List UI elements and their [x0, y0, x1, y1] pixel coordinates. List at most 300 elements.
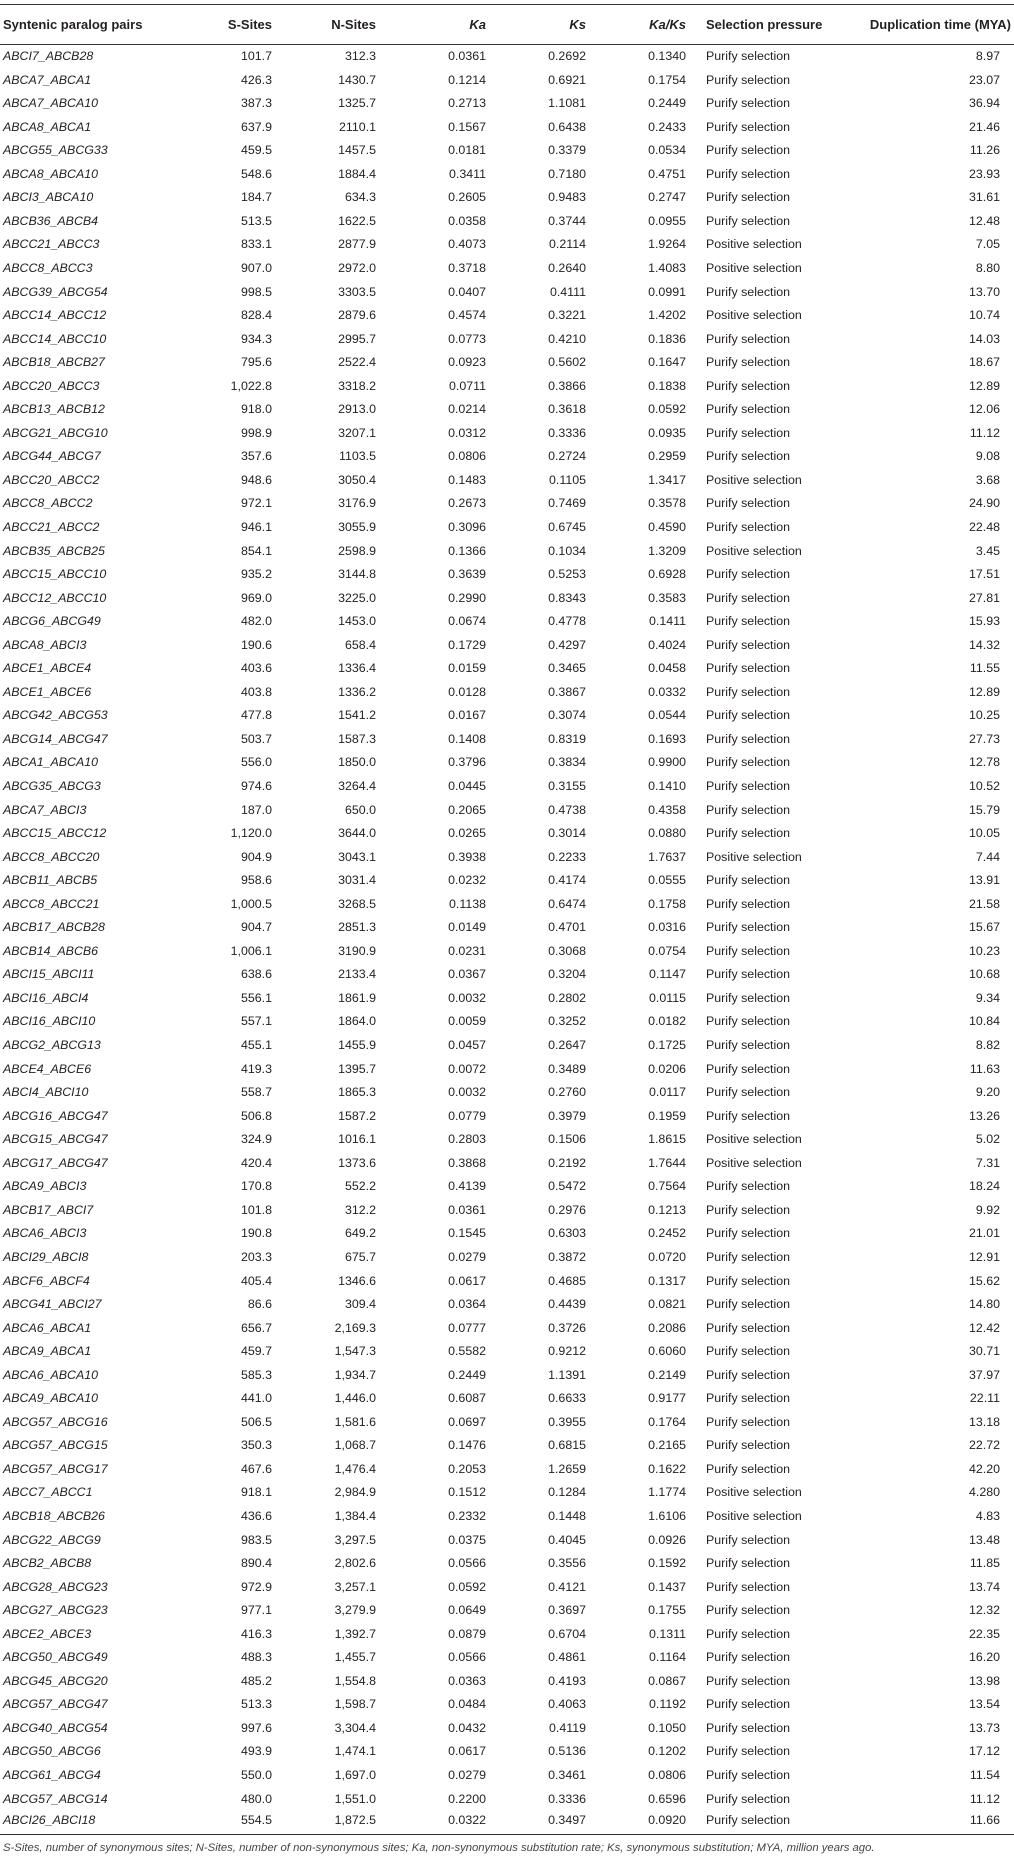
table-cell: 0.3489 [548, 1061, 586, 1076]
table-row [0, 398, 1014, 422]
table-cell: Purify selection [706, 1461, 791, 1476]
table-cell: 513.3 [240, 1697, 272, 1712]
table-cell: 0.3618 [548, 402, 586, 417]
table-cell: Purify selection [706, 496, 791, 511]
table-cell: 0.5253 [548, 567, 586, 582]
paralog-pair-cell: ABCB18_ABCB27 [3, 355, 105, 370]
table-cell: 998.5 [240, 284, 272, 299]
table-cell: 0.2165 [648, 1438, 686, 1453]
table-cell: 983.5 [240, 1532, 272, 1547]
header-cell: Ka/Ks [592, 5, 692, 45]
table-cell: 4.280 [968, 1485, 1000, 1500]
paralog-pair-cell: ABCG35_ABCG3 [3, 779, 101, 794]
table-cell: 0.0367 [448, 967, 486, 982]
table-cell: 0.7564 [648, 1179, 686, 1194]
paralog-pair-cell: ABCB17_ABCI7 [3, 1202, 94, 1217]
table-cell: Purify selection [706, 708, 791, 723]
table-cell: 0.3796 [448, 755, 486, 770]
table-cell: 2133.4 [338, 967, 376, 982]
table-cell: 637.9 [240, 119, 272, 134]
table-cell: 0.0920 [592, 1811, 692, 1835]
paralog-pair-cell: ABCA7_ABCA10 [3, 96, 99, 111]
table-cell: Purify selection [706, 1532, 791, 1547]
table-cell: 0.3867 [548, 684, 586, 699]
table-cell: 1.7644 [648, 1155, 686, 1170]
table-cell: 0.3252 [548, 1014, 586, 1029]
table-row [0, 1740, 1014, 1764]
table-cell: Purify selection [706, 331, 791, 346]
table-cell: 1,474.1 [334, 1744, 376, 1759]
table-cell: 0.2803 [448, 1132, 486, 1147]
table-cell: 22.35 [968, 1626, 1000, 1641]
table-cell: 187.0 [240, 802, 272, 817]
table-cell: 416.3 [240, 1626, 272, 1641]
table-cell: 1453.0 [338, 614, 376, 629]
table-cell: 2879.6 [338, 308, 376, 323]
table-cell: 0.3096 [448, 520, 486, 534]
table-cell: 0.0361 [448, 1202, 486, 1217]
table-cell: 0.1512 [448, 1485, 486, 1500]
table-row [0, 1669, 1014, 1693]
paralog-pair-cell: ABCC21_ABCC2 [3, 520, 100, 534]
paralog-pair-cell: ABCA9_ABCA10 [3, 1391, 99, 1406]
table-cell: Purify selection [706, 1320, 791, 1335]
table-row [0, 1387, 1014, 1411]
table-cell: 0.2449 [648, 96, 686, 111]
table-cell: 0.2760 [548, 1085, 586, 1100]
table-cell: 1865.3 [338, 1085, 376, 1100]
table-cell: 10.25 [968, 708, 1000, 723]
table-cell: Purify selection [706, 425, 791, 440]
table-cell: 0.0617 [448, 1744, 486, 1759]
table-cell: 1,000.5 [230, 896, 272, 911]
table-row [0, 68, 1014, 92]
paralog-pair-cell: ABCI4_ABCI10 [3, 1085, 89, 1100]
table-cell: 1,872.5 [278, 1811, 382, 1835]
table-cell: 10.84 [968, 1014, 1000, 1029]
header-cell: S-Sites [190, 5, 278, 45]
table-cell: 3268.5 [338, 896, 376, 911]
table-cell: 0.0032 [448, 990, 486, 1005]
paralog-pair-cell: ABCB13_ABCB12 [3, 402, 105, 417]
table-cell: 0.3872 [548, 1249, 586, 1264]
table-cell: 0.4139 [448, 1179, 486, 1194]
table-cell: 0.3379 [548, 143, 586, 158]
table-cell: 488.3 [240, 1650, 272, 1665]
table-cell: 3303.5 [338, 284, 376, 299]
table-cell: Purify selection [706, 1767, 791, 1782]
table-cell: 904.7 [240, 920, 272, 935]
table-cell: 3,304.4 [334, 1720, 376, 1735]
table-cell: 0.0458 [648, 661, 686, 676]
table-cell: 0.3411 [449, 166, 486, 181]
table-cell: 0.9483 [548, 190, 586, 205]
table-row [0, 1434, 1014, 1458]
table-row [0, 798, 1014, 822]
table-row [0, 351, 1014, 375]
table-cell: 0.6060 [648, 1344, 686, 1359]
table-cell: 1.1081 [548, 96, 586, 111]
table-cell: 0.1437 [648, 1579, 686, 1594]
table-cell: 0.1138 [449, 896, 486, 911]
table-cell: 0.7180 [548, 166, 586, 181]
table-cell: 324.9 [240, 1132, 272, 1147]
table-cell: 1103.5 [339, 449, 376, 464]
table-cell: 0.3497 [492, 1811, 592, 1835]
table-cell: 0.1340 [648, 49, 686, 64]
table-cell: 0.0322 [382, 1811, 492, 1835]
paralog-pair-cell: ABCA6_ABCA10 [3, 1367, 99, 1382]
table-cell: 0.0779 [448, 1108, 486, 1123]
table-cell: 1016.1 [338, 1132, 376, 1147]
table-cell: 0.1567 [448, 119, 486, 134]
table-cell: 0.0182 [648, 1014, 686, 1029]
table-cell: 1864.0 [338, 1014, 376, 1029]
table-cell: 1.1391 [548, 1367, 586, 1382]
table-cell: 10.23 [968, 943, 1000, 958]
table-cell: 459.5 [240, 143, 272, 158]
paralog-pair-cell: ABCB2_ABCB8 [3, 1556, 92, 1571]
table-cell: 0.9212 [548, 1344, 586, 1359]
paralog-pair-cell: ABCB36_ABCB4 [3, 213, 99, 228]
table-cell: 0.0214 [448, 402, 486, 417]
table-cell: Purify selection [706, 1720, 791, 1735]
table-row [0, 1222, 1014, 1246]
table-cell: 8.97 [975, 49, 1000, 64]
table-cell: 12.48 [968, 213, 1000, 228]
table-cell: 0.2332 [448, 1508, 486, 1523]
paralog-pair-cell: ABCC20_ABCC2 [3, 472, 100, 487]
table-cell: 0.3979 [548, 1108, 586, 1123]
table-cell: 22.48 [968, 520, 1000, 534]
table-cell: 467.6 [240, 1461, 272, 1476]
table-cell: 15.93 [968, 614, 1000, 629]
table-cell: 2,169.3 [334, 1320, 376, 1335]
table-cell: 0.0592 [448, 1579, 486, 1594]
table-cell: Purify selection [706, 1038, 791, 1053]
table-cell: 0.1105 [549, 472, 586, 487]
paralog-pair-cell: ABCB18_ABCB26 [3, 1508, 105, 1523]
table-cell: 0.0867 [648, 1673, 686, 1688]
paralog-pair-cell: ABCC8_ABCC3 [3, 260, 93, 275]
table-cell: 0.4045 [548, 1532, 586, 1547]
table-cell: 972.1 [240, 496, 272, 511]
paralog-pair-cell: ABCB14_ABCB6 [3, 943, 99, 958]
paralog-pair-cell: ABCA8_ABCI3 [3, 637, 87, 652]
table-cell: 0.2692 [548, 49, 586, 64]
table-cell: 1,006.1 [230, 943, 272, 958]
table-cell: 12.32 [968, 1603, 1000, 1618]
paralog-table [0, 4, 1014, 1835]
table-cell: 554.5 [190, 1811, 278, 1835]
table-cell: 1.9264 [648, 237, 686, 252]
table-cell: Purify selection [706, 1179, 791, 1194]
paralog-pair-cell: ABCA7_ABCA1 [3, 72, 92, 87]
table-cell: 0.6303 [548, 1226, 586, 1241]
table-cell: 904.9 [240, 849, 272, 864]
table-cell: 795.6 [240, 355, 272, 370]
table-row [0, 1245, 1014, 1269]
table-cell: Purify selection [706, 779, 791, 794]
table-cell: 0.1408 [448, 731, 486, 746]
table-cell: 0.1483 [448, 472, 486, 487]
table-cell: 1850.0 [338, 755, 376, 770]
table-cell: 0.6474 [548, 896, 586, 911]
table-row [0, 1599, 1014, 1623]
table-row [0, 115, 1014, 139]
table-row [0, 304, 1014, 328]
table-cell: Purify selection [706, 802, 791, 817]
table-cell: 0.2747 [648, 190, 686, 205]
table-cell: Purify selection [706, 1014, 791, 1029]
table-cell: Purify selection [706, 590, 791, 605]
paralog-pair-cell: ABCA7_ABCI3 [3, 802, 87, 817]
table-cell: 0.0167 [448, 708, 486, 723]
table-row [0, 1033, 1014, 1057]
table-cell: 0.4439 [548, 1297, 586, 1312]
table-cell: 0.3556 [548, 1556, 586, 1571]
table-cell: 14.80 [968, 1297, 1000, 1312]
table-cell: 0.1202 [648, 1744, 686, 1759]
paralog-pair-cell: ABCC14_ABCC10 [3, 331, 107, 346]
table-cell: 0.0312 [448, 425, 486, 440]
paralog-pair-cell: ABCC8_ABCC2 [3, 496, 93, 511]
table-cell: 0.3583 [648, 590, 686, 605]
table-cell: 459.7 [240, 1344, 272, 1359]
paralog-pair-cell: ABCG41_ABCI27 [3, 1297, 102, 1312]
table-cell: 0.5472 [548, 1179, 586, 1194]
table-row [0, 1175, 1014, 1199]
table-cell: 11.85 [969, 1556, 1000, 1571]
table-cell: 0.6928 [648, 567, 686, 582]
table-cell: 890.4 [240, 1556, 272, 1571]
table-cell: 485.2 [240, 1673, 272, 1688]
table-cell: 482.0 [240, 614, 272, 629]
table-cell: 3,297.5 [334, 1532, 376, 1547]
table-cell: 0.1959 [648, 1108, 686, 1123]
paralog-pair-cell: ABCG39_ABCG54 [3, 284, 108, 299]
table-cell: 0.4861 [548, 1650, 586, 1665]
table-cell: 1861.9 [338, 990, 376, 1005]
table-row [0, 1340, 1014, 1364]
table-cell: 0.0432 [448, 1720, 486, 1735]
table-row [0, 280, 1014, 304]
table-cell: 0.3155 [548, 779, 586, 794]
table-cell: 0.3204 [548, 967, 586, 982]
table-row [0, 209, 1014, 233]
table-cell: Purify selection [706, 637, 791, 652]
table-row [0, 1292, 1014, 1316]
table-cell: 0.1366 [448, 543, 486, 558]
table-cell: 656.7 [240, 1320, 272, 1335]
paralog-pair-cell: ABCG28_ABCG23 [3, 1579, 108, 1594]
table-cell: 0.2233 [548, 849, 586, 864]
table-cell: 0.1411 [649, 614, 686, 629]
table-cell: Purify selection [706, 1249, 791, 1264]
table-cell: 0.0265 [448, 826, 486, 841]
paralog-pair-cell: ABCC12_ABCC10 [3, 590, 107, 605]
table-row [0, 139, 1014, 163]
paralog-pair-cell: ABCC14_ABCC12 [3, 308, 107, 323]
table-cell: 426.3 [240, 72, 272, 87]
table-cell: Purify selection [706, 967, 791, 982]
paralog-pair-cell: ABCG50_ABCG6 [3, 1744, 101, 1759]
table-cell: 0.0332 [648, 684, 686, 699]
table-cell: 0.3221 [548, 308, 586, 323]
table-row [0, 1363, 1014, 1387]
table-cell: 2877.9 [338, 237, 376, 252]
table-cell: 0.0032 [448, 1085, 486, 1100]
table-cell: 13.18 [968, 1414, 1000, 1429]
table-cell: 0.0358 [448, 213, 486, 228]
table-cell: 12.78 [968, 755, 1000, 770]
table-cell: 0.0592 [648, 402, 686, 417]
table-cell: 0.1755 [648, 1603, 686, 1618]
table-cell: 638.6 [240, 967, 272, 982]
table-cell: 2,802.6 [334, 1556, 376, 1571]
table-row [0, 1010, 1014, 1034]
table-cell: 2995.7 [338, 331, 376, 346]
table-cell: 0.2192 [548, 1155, 586, 1170]
paralog-pair-cell: ABCC20_ABCC3 [3, 378, 100, 393]
table-cell: 0.0649 [448, 1603, 486, 1618]
table-cell: 16.20 [968, 1650, 1000, 1665]
table-cell: 506.5 [240, 1414, 272, 1429]
paralog-pair-cell: ABCG57_ABCG47 [3, 1697, 108, 1712]
table-cell: 0.0955 [648, 213, 686, 228]
paralog-pair-cell: ABCG45_ABCG20 [3, 1673, 108, 1688]
table-row [0, 374, 1014, 398]
table-row [0, 822, 1014, 846]
table-cell: 506.8 [240, 1108, 272, 1123]
paralog-pair-cell: ABCG61_ABCG4 [3, 1767, 101, 1782]
paralog-pair-cell: ABCA8_ABCA1 [3, 119, 92, 134]
table-cell: 11.54 [969, 1767, 1000, 1782]
table-cell: Positive selection [706, 308, 802, 323]
table-cell: 1,384.4 [334, 1508, 376, 1523]
table-cell: 0.0457 [448, 1038, 486, 1053]
paralog-pair-cell: ABCI3_ABCA10 [3, 190, 94, 205]
table-cell: 828.4 [240, 308, 272, 323]
table-cell: Purify selection [706, 1297, 791, 1312]
table-cell: 86.6 [247, 1297, 272, 1312]
table-cell: 3190.9 [338, 943, 376, 958]
table-cell: Purify selection [706, 1108, 791, 1123]
table-cell: Purify selection [706, 119, 791, 134]
table-cell: 0.0206 [648, 1061, 686, 1076]
table-cell: 0.0375 [448, 1532, 486, 1547]
table-cell: 0.9177 [648, 1391, 686, 1406]
table-cell: 0.1647 [648, 355, 686, 370]
table-cell: 10.68 [968, 967, 1000, 982]
paralog-pair-cell: ABCG22_ABCG9 [3, 1532, 101, 1547]
table-cell: Purify selection [706, 1556, 791, 1571]
table-cell: 12.89 [968, 684, 1000, 699]
table-cell: Positive selection [706, 1132, 802, 1147]
paralog-pair-cell: ABCB11_ABCB5 [3, 873, 98, 888]
table-cell: 854.1 [240, 543, 272, 558]
table-cell: 0.4358 [648, 802, 686, 817]
table-row [0, 421, 1014, 445]
table-cell: 3225.0 [338, 590, 376, 605]
paralog-pair-cell: ABCI7_ABCB28 [3, 49, 94, 64]
table-cell: 18.24 [968, 1179, 1000, 1194]
table-cell: 0.9900 [648, 755, 686, 770]
paralog-pair-cell: ABCG42_ABCG53 [3, 708, 108, 723]
table-cell: 3.45 [975, 543, 1000, 558]
table-cell: 3176.9 [338, 496, 376, 511]
table-cell: 0.5136 [548, 1744, 586, 1759]
table-cell: 0.2713 [448, 96, 486, 111]
table-cell: 0.2200 [448, 1791, 486, 1806]
table-cell: 2598.9 [338, 543, 376, 558]
table-cell: 1.8615 [648, 1132, 686, 1147]
paralog-pair-cell: ABCC15_ABCC10 [3, 567, 107, 582]
table-cell: 31.61 [968, 190, 1000, 205]
table-cell: 1,120.0 [230, 826, 272, 841]
table-cell: 2972.0 [338, 260, 376, 275]
table-cell: 0.5582 [448, 1344, 486, 1359]
table-cell: 0.0711 [449, 378, 486, 393]
table-cell: 0.0566 [448, 1556, 486, 1571]
table-cell: 1,697.0 [334, 1767, 376, 1782]
table-cell: 0.0059 [448, 1014, 486, 1029]
table-row [0, 633, 1014, 657]
table-cell: 3.68 [975, 472, 1000, 487]
table-cell: 0.0880 [648, 826, 686, 841]
table-cell: 455.1 [240, 1038, 272, 1053]
table-cell: Purify selection [706, 755, 791, 770]
table-cell: 9.92 [975, 1202, 1000, 1217]
table-cell: 1325.7 [338, 96, 376, 111]
table-cell: Purify selection [706, 1414, 791, 1429]
table-row [0, 186, 1014, 210]
table-cell: 0.1729 [448, 637, 486, 652]
table-cell: 493.9 [240, 1744, 272, 1759]
paralog-pair-cell: ABCI16_ABCI10 [3, 1014, 96, 1029]
table-cell: 405.4 [240, 1273, 272, 1288]
table-cell: 0.2086 [648, 1320, 686, 1335]
table-cell: 0.1754 [648, 72, 686, 87]
table-footnote: S-Sites, number of synonymous sites; N-Sites, number of non-synonymous sites; Ka, non-synonymous substitution rate; Ks, synonymous substitution; MYA, million years ago. [3, 1842, 875, 1854]
table-cell: Purify selection [706, 166, 791, 181]
table-cell: 0.4111 [549, 284, 586, 299]
table-cell: 4.83 [975, 1508, 1000, 1523]
header-cell: Syntenic paralog pairs [0, 5, 190, 45]
table-cell: 2851.3 [338, 920, 376, 935]
table-cell: 0.6438 [548, 119, 586, 134]
table-cell: 0.6704 [548, 1626, 586, 1641]
table-cell: 9.34 [975, 990, 1000, 1005]
table-cell: 0.4590 [648, 520, 686, 534]
table-row [0, 92, 1014, 116]
paralog-pair-cell: ABCA8_ABCA10 [3, 166, 99, 181]
table-cell: 1,392.7 [334, 1626, 376, 1641]
table-cell: 3055.9 [338, 520, 376, 534]
table-cell: Purify selection [706, 378, 791, 393]
table-cell: 13.54 [968, 1697, 1000, 1712]
paralog-pair-cell: ABCG40_ABCG54 [3, 1720, 108, 1735]
table-cell: Purify selection [706, 96, 791, 111]
table-cell: 1,554.8 [334, 1673, 376, 1688]
table-cell: 0.8319 [548, 731, 586, 746]
table-cell: 0.6745 [548, 520, 586, 534]
table-row [0, 1504, 1014, 1528]
table-row [0, 610, 1014, 634]
table-cell: 12.42 [968, 1320, 1000, 1335]
table-row [0, 539, 1014, 563]
paralog-pair-cell: ABCB17_ABCB28 [3, 920, 105, 935]
